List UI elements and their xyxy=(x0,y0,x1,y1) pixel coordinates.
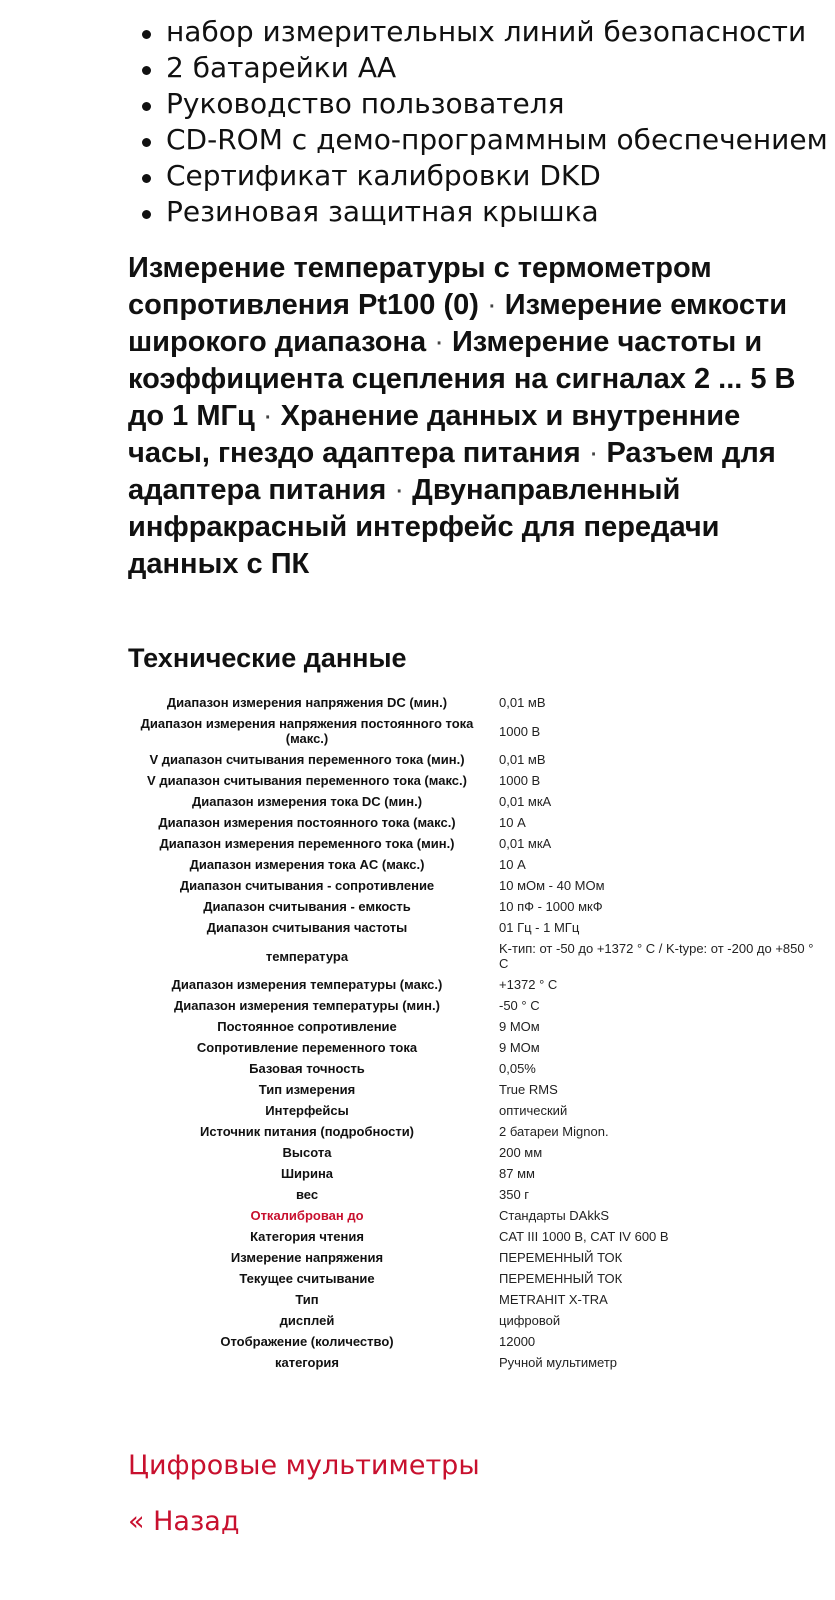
spec-label: Отображение (количество) xyxy=(220,1334,394,1349)
spec-label: Тип измерения xyxy=(258,1082,356,1097)
spec-label: Текущее считывание xyxy=(239,1271,375,1286)
spec-value: K-тип: от -50 до +1372 ° C / K-type: от -200 до +850 ° C xyxy=(499,941,814,971)
spec-label: вес xyxy=(295,1187,319,1202)
spec-value: 1000 В xyxy=(499,773,541,788)
scope-of-delivery-list xyxy=(140,14,828,230)
spec-value: 01 Гц - 1 МГц xyxy=(499,920,580,935)
spec-label: категория xyxy=(274,1355,340,1370)
spec-label: Диапазон считывания частоты xyxy=(206,920,408,935)
category-link[interactable]: Цифровые мультиметры xyxy=(128,1450,480,1481)
feature-separator: · xyxy=(486,289,497,321)
spec-value: 10 пФ - 1000 мкФ xyxy=(499,899,603,914)
spec-value: 0,01 мВ xyxy=(499,695,546,710)
spec-row xyxy=(125,812,825,833)
spec-row xyxy=(125,938,825,974)
spec-row xyxy=(125,1016,825,1037)
spec-row xyxy=(125,1058,825,1079)
spec-value: 10 А xyxy=(499,857,526,872)
spec-label: Диапазон измерения тока AC (макс.) xyxy=(189,857,425,872)
feature-item: Двунаправленный инфракрасный интерфейс для передачи данных с ПК xyxy=(128,474,720,580)
spec-label: V диапазон считывания переменного тока (макс.) xyxy=(147,773,467,788)
spec-row xyxy=(125,1142,825,1163)
spec-label: Диапазон измерения температуры (макс.) xyxy=(171,977,443,992)
scope-item: Руководство пользователя xyxy=(140,86,828,122)
spec-value: Ручной мультиметр xyxy=(499,1355,618,1370)
spec-value: 0,01 мкА xyxy=(499,794,552,809)
spec-row xyxy=(125,896,825,917)
spec-value: цифровой xyxy=(499,1313,561,1328)
spec-label: Сопротивление переменного тока xyxy=(196,1040,418,1055)
spec-label: Диапазон измерения постоянного тока (макс.) xyxy=(158,815,456,830)
spec-value: 0,01 мВ xyxy=(499,752,546,767)
feature-item: Измерение частоты и коэффициента сцепления на сигналах 2 ... 5 В до 1 МГц xyxy=(128,326,796,432)
spec-label: Категория чтения xyxy=(250,1229,364,1244)
spec-value: 1000 В xyxy=(499,723,541,739)
spec-row xyxy=(125,1331,825,1352)
spec-value: +1372 ° C xyxy=(499,977,558,992)
spec-label: Откалиброван до xyxy=(250,1208,364,1223)
spec-label: Диапазон считывания - сопротивление xyxy=(179,878,435,893)
spec-label: Диапазон измерения тока DC (мин.) xyxy=(191,794,423,809)
scope-item: Резиновая защитная крышка xyxy=(140,194,828,230)
feature-separator: · xyxy=(434,326,444,358)
spec-row xyxy=(125,692,825,713)
spec-row xyxy=(125,1079,825,1100)
spec-row xyxy=(125,713,825,749)
spec-row xyxy=(125,1268,825,1289)
feature-item: Разъем для адаптера питания xyxy=(128,437,776,506)
spec-row xyxy=(125,1247,825,1268)
spec-value: 350 г xyxy=(499,1187,530,1202)
spec-row xyxy=(125,1289,825,1310)
spec-value: 9 МОм xyxy=(499,1019,540,1034)
tech-data-heading: Технические данные xyxy=(128,643,407,673)
spec-row xyxy=(125,1310,825,1331)
spec-row xyxy=(125,854,825,875)
spec-value: 200 мм xyxy=(499,1145,543,1160)
spec-label: Базовая точность xyxy=(249,1061,365,1076)
spec-row xyxy=(125,1352,825,1373)
spec-value: 0,01 мкА xyxy=(499,836,552,851)
spec-row xyxy=(125,974,825,995)
spec-label: V диапазон считывания переменного тока (мин.) xyxy=(149,752,465,767)
spec-row xyxy=(125,833,825,854)
spec-row xyxy=(125,749,825,770)
spec-label: Ширина xyxy=(280,1166,334,1181)
feature-separator: · xyxy=(394,474,405,506)
spec-value: 87 мм xyxy=(499,1166,535,1181)
feature-separator: · xyxy=(588,437,599,469)
spec-row xyxy=(125,875,825,896)
features-paragraph xyxy=(128,250,818,583)
spec-label: Измерение напряжения xyxy=(230,1250,384,1265)
spec-value: 12000 xyxy=(499,1334,536,1349)
feature-item: Измерение емкости широкого диапазона xyxy=(128,289,788,358)
spec-row xyxy=(125,770,825,791)
spec-label: Диапазон считывания - емкость xyxy=(203,899,411,914)
spec-value: ПЕРЕМЕННЫЙ ТОК xyxy=(499,1271,623,1286)
spec-row xyxy=(125,1205,825,1226)
spec-value: 9 МОм xyxy=(499,1040,540,1055)
spec-value: ПЕРЕМЕННЫЙ ТОК xyxy=(499,1250,623,1265)
scope-item: 2 батарейки АА xyxy=(140,50,828,86)
spec-value: Стандарты DAkkS xyxy=(499,1208,610,1223)
back-link[interactable]: « Назад xyxy=(128,1506,240,1537)
spec-row xyxy=(125,1184,825,1205)
spec-label: Диапазон измерения напряжения DC (мин.) xyxy=(166,695,448,710)
spec-table-body xyxy=(125,692,825,1373)
spec-label: Диапазон измерения напряжения постоянного тока (макс.) xyxy=(140,716,474,746)
spec-value: METRAHIT X-TRA xyxy=(499,1292,608,1307)
spec-label: Тип xyxy=(295,1292,319,1307)
spec-row xyxy=(125,1100,825,1121)
spec-value: 10 А xyxy=(499,815,526,830)
spec-label: Диапазон измерения температуры (мин.) xyxy=(174,998,440,1013)
spec-value: 2 батареи Mignon. xyxy=(499,1124,609,1139)
spec-label: Диапазон измерения переменного тока (мин.) xyxy=(159,836,455,851)
spec-row xyxy=(125,917,825,938)
spec-row xyxy=(125,995,825,1016)
spec-table xyxy=(125,692,825,1373)
spec-value: -50 ° C xyxy=(499,998,540,1013)
scope-item: CD-ROM с демо-программным обеспечением xyxy=(140,122,828,158)
spec-label: дисплей xyxy=(279,1313,335,1328)
spec-label: Источник питания (подробности) xyxy=(199,1124,415,1139)
spec-value: CAT III 1000 В, CAT IV 600 В xyxy=(499,1229,669,1244)
spec-row xyxy=(125,1226,825,1247)
spec-row xyxy=(125,791,825,812)
spec-label: Высота xyxy=(282,1145,332,1160)
spec-row xyxy=(125,1121,825,1142)
feature-separator: · xyxy=(262,400,273,432)
scope-item: Сертификат калибровки DKD xyxy=(140,158,828,194)
spec-value: оптический xyxy=(499,1103,568,1118)
spec-row xyxy=(125,1037,825,1058)
spec-row xyxy=(125,1163,825,1184)
feature-item: Хранение данных и внутренние часы, гнездо адаптера питания xyxy=(128,400,741,469)
feature-item: Измерение температуры с термометром сопротивления Pt100 (0) xyxy=(128,252,712,321)
scope-item: набор измерительных линий безопасности xyxy=(140,14,828,50)
spec-label: Интерфейсы xyxy=(265,1103,349,1118)
spec-label: температура xyxy=(265,948,349,964)
spec-value: True RMS xyxy=(499,1082,558,1097)
spec-value: 10 мОм - 40 МОм xyxy=(499,878,605,893)
spec-label: Постоянное сопротивление xyxy=(217,1019,397,1034)
spec-value: 0,05% xyxy=(499,1061,536,1076)
